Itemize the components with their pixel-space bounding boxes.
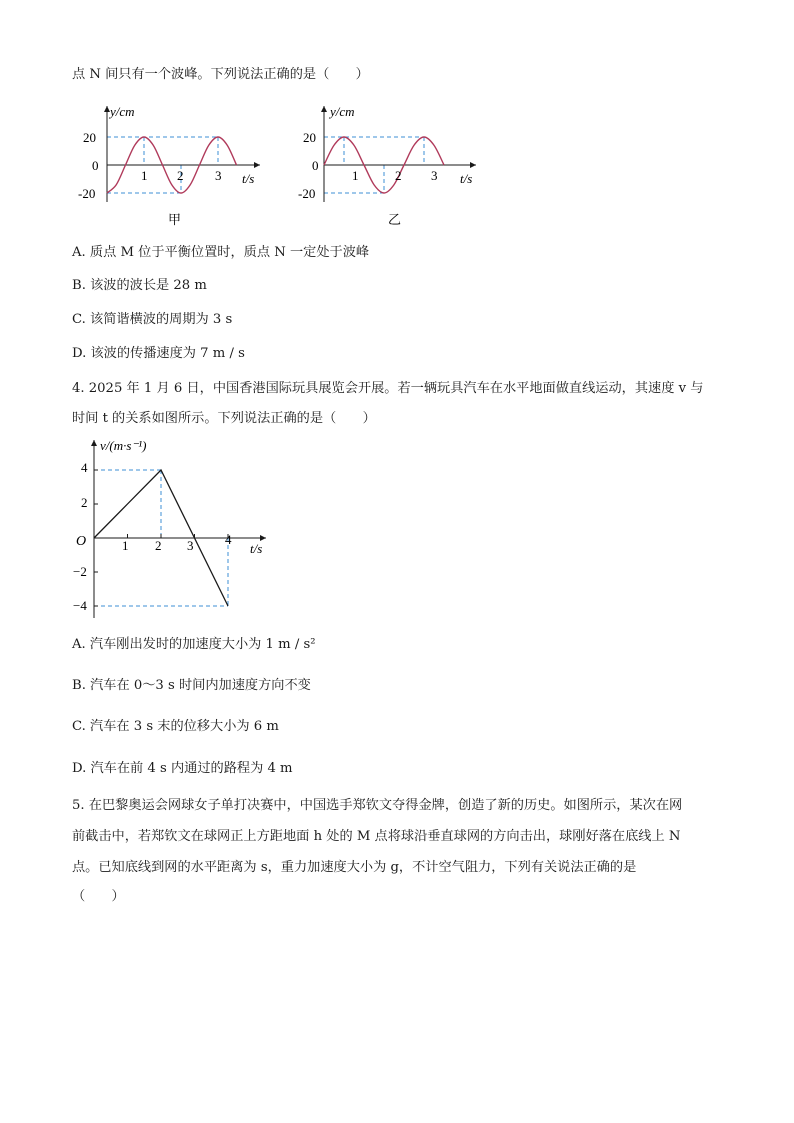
vt-ytick-neg4: −4 (73, 598, 87, 613)
q3-option-d: D. 该波的传播速度为 7 m / s (72, 346, 245, 361)
jia-x-arrow (254, 162, 260, 168)
velocity-time-graph (70, 432, 290, 627)
yi-xlabel: t/s (460, 171, 473, 186)
vt-ytick-neg2: −2 (73, 564, 87, 579)
q3-option-c: C. 该简谐横波的周期为 3 s (72, 312, 233, 327)
jia-ytick-neg20: -20 (78, 186, 96, 201)
q5-stem-line1: 5. 在巴黎奥运会网球女子单打决赛中，中国选手郑钦文夺得金牌，创造了新的历史。如图所示，某次在网 (72, 798, 683, 813)
yi-caption: 乙 (388, 213, 402, 228)
q4-option-c: C. 汽车在 3 s 末的位移大小为 6 m (72, 719, 279, 734)
jia-ytick-20: 20 (83, 130, 96, 145)
q3-option-b: B. 该波的波长是 28 m (72, 278, 207, 293)
jia-caption: 甲 (168, 213, 182, 228)
yi-ylabel: y/cm (330, 104, 355, 119)
q5-stem-line3: 点。已知底线到网的水平距离为 s，重力加速度大小为 g，不计空气阻力，下列有关说法正确的是 (72, 860, 637, 875)
q4-option-d: D. 汽车在前 4 s 内通过的路程为 4 m (72, 761, 293, 776)
q4-option-b: B. 汽车在 0～3 s 时间内加速度方向不变 (72, 678, 311, 693)
jia-ylabel: y/cm (110, 104, 135, 119)
yi-xtick-2: 2 (395, 168, 402, 183)
vt-xtick-3: 3 (187, 538, 194, 553)
vt-xtick-2: 2 (155, 538, 162, 553)
vt-y-arrow (91, 440, 97, 446)
yi-xtick-3: 3 (431, 168, 438, 183)
yi-x-arrow (470, 162, 476, 168)
vt-xtick-4: 4 (225, 532, 232, 547)
jia-xtick-3: 3 (215, 168, 222, 183)
vt-xlabel: t/s (250, 541, 263, 556)
vt-ylabel: v/(m·s⁻¹) (100, 438, 147, 453)
vt-origin: O (76, 534, 87, 549)
yi-y-arrow (321, 106, 327, 112)
jia-xtick-2: 2 (177, 168, 184, 183)
yi-ytick-0: 0 (312, 158, 319, 173)
yi-ytick-neg20: -20 (298, 186, 316, 201)
q4-stem-line1: 4. 2025 年 1 月 6 日，中国香港国际玩具展览会开展。若一辆玩具汽车在水平地面做直线运动，其速度 v 与 (72, 381, 704, 396)
q3-stem-tail: 点 N 间只有一个波峰。下列说法正确的是（ ） (72, 67, 369, 82)
yi-ytick-20: 20 (303, 130, 316, 145)
jia-xlabel: t/s (242, 171, 255, 186)
jia-axes (104, 106, 260, 202)
jia-ytick-0: 0 (92, 158, 99, 173)
wave-chart-yi (286, 100, 506, 232)
vt-ytick-2: 2 (81, 495, 88, 510)
q5-stem-line2: 前截击中，若郑钦文在球网正上方距地面 h 处的 M 点将球沿垂直球网的方向击出，球刚好落在底线上 N (72, 829, 681, 844)
vt-xtick-1: 1 (122, 538, 129, 553)
wave-chart-jia (60, 100, 280, 232)
vt-axes (91, 440, 266, 618)
q4-stem-line2: 时间 t 的关系如图所示。下列说法正确的是（ ） (72, 411, 376, 426)
q4-option-a: A. 汽车刚出发时的加速度大小为 1 m / s² (72, 637, 316, 652)
q3-option-a: A. 质点 M 位于平衡位置时，质点 N 一定处于波峰 (72, 245, 370, 260)
vt-ytick-4: 4 (81, 460, 88, 475)
q5-stem-line4: （ ） (72, 889, 125, 904)
yi-xtick-1: 1 (352, 168, 359, 183)
jia-xtick-1: 1 (141, 168, 148, 183)
